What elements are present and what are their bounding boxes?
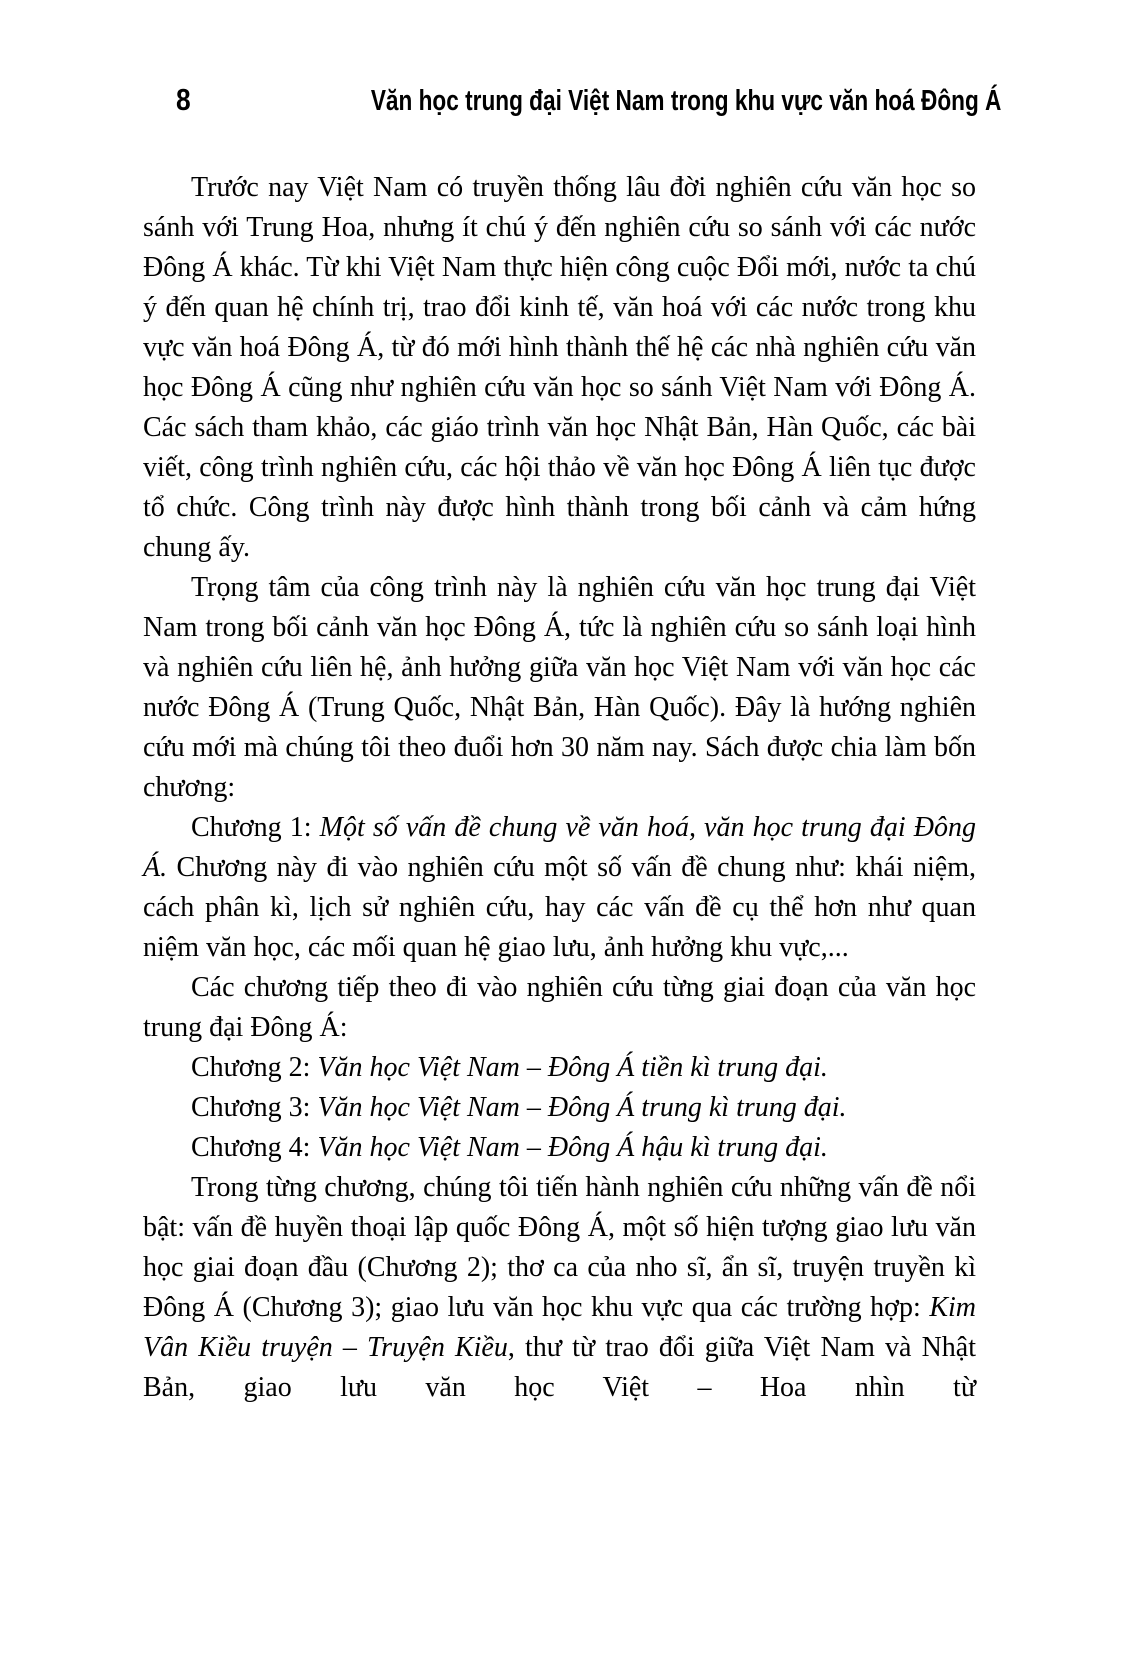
paragraph-2: [143, 568, 976, 808]
paragraph-8: [143, 1168, 976, 1408]
italic-run: Văn học Việt Nam – Đông Á tiền kì trung đại.: [317, 1052, 828, 1083]
paragraph-5: [143, 1048, 976, 1088]
paragraph-1: [143, 168, 976, 568]
text-run: Trong từng chương, chúng tôi tiến hành nghiên cứu những vấn đề nổi bật: vấn đề huyền thoại lập quốc Đông Á, một số hiện tượng giao lưu văn học giai đoạn đầu (Chương 2); thơ ca của nho sĩ, ẩn sĩ, truyện truyền kì Đông Á (Chương 3); giao lưu văn học khu vực qua các trường hợp:: [143, 1172, 976, 1323]
text-run: Trọng tâm của công trình này là nghiên cứu văn học trung đại Việt Nam trong bối cảnh văn học Đông Á, tức là nghiên cứu so sánh loại hình và nghiên cứu liên hệ, ảnh hưởng giữa văn học Việt Nam với văn học các nước Đông Á (Trung Quốc, Nhật Bản, Hàn Quốc). Đây là hướng nghiên cứu mới mà chúng tôi theo đuổi hơn 30 năm nay. Sách được chia làm bốn chương:: [143, 572, 976, 803]
italic-run: Văn học Việt Nam – Đông Á hậu kì trung đại.: [317, 1132, 828, 1163]
text-run: Chương 3:: [191, 1092, 318, 1123]
running-head-title: Văn học trung đại Việt Nam trong khu vực văn hoá Đông Á: [371, 85, 1002, 117]
text-run: Chương 4:: [191, 1132, 318, 1163]
text-run: Chương này đi vào nghiên cứu một số vấn đề chung như: khái niệm, cách phân kì, lịch sử nghiên cứu, hay các vấn đề cụ thể hơn như quan niệm văn học, các mối quan hệ giao lưu, ảnh hưởng khu vực,...: [143, 852, 976, 963]
running-header: [143, 82, 1002, 117]
italic-run: Một số vấn đề chung về văn hoá, văn học trung đại Đông Á.: [143, 812, 976, 883]
text-run: Trước nay Việt Nam có truyền thống lâu đời nghiên cứu văn học so sánh với Trung Hoa, nhưng ít chú ý đến nghiên cứu so sánh với các nước Đông Á khác. Từ khi Việt Nam thực hiện công cuộc Đổi mới, nước ta chú ý đến quan hệ chính trị, trao đổi kinh tế, văn hoá với các nước trong khu vực văn hoá Đông Á, từ đó mới hình thành thế hệ các nhà nghiên cứu văn học Đông Á cũng như nghiên cứu văn học so sánh Việt Nam với Đông Á. Các sách tham khảo, các giáo trình văn học Nhật Bản, Hàn Quốc, các bài viết, công trình nghiên cứu, các hội thảo về văn học Đông Á liên tục được tổ chức. Công trình này được hình thành trong bối cảnh và cảm hứng chung ấy.: [143, 172, 976, 563]
paragraph-7: [143, 1128, 976, 1168]
text-run: Chương 1:: [191, 812, 320, 843]
text-run: Các chương tiếp theo đi vào nghiên cứu từng giai đoạn của văn học trung đại Đông Á:: [143, 972, 976, 1043]
text-run: , thư từ trao đổi giữa Việt Nam và Nhật Bản, giao lưu văn học Việt – Hoa nhìn từ: [143, 1332, 977, 1403]
page-body: [143, 168, 976, 1408]
italic-run: Văn học Việt Nam – Đông Á trung kì trung đại.: [317, 1092, 847, 1123]
text-run: Chương 2:: [191, 1052, 318, 1083]
paragraph-3: [143, 808, 976, 968]
italic-run: Kim Vân Kiều truyện – Truyện Kiều: [143, 1292, 976, 1363]
paragraph-6: [143, 1088, 976, 1128]
page-number: 8: [176, 82, 191, 117]
paragraph-4: [143, 968, 976, 1048]
